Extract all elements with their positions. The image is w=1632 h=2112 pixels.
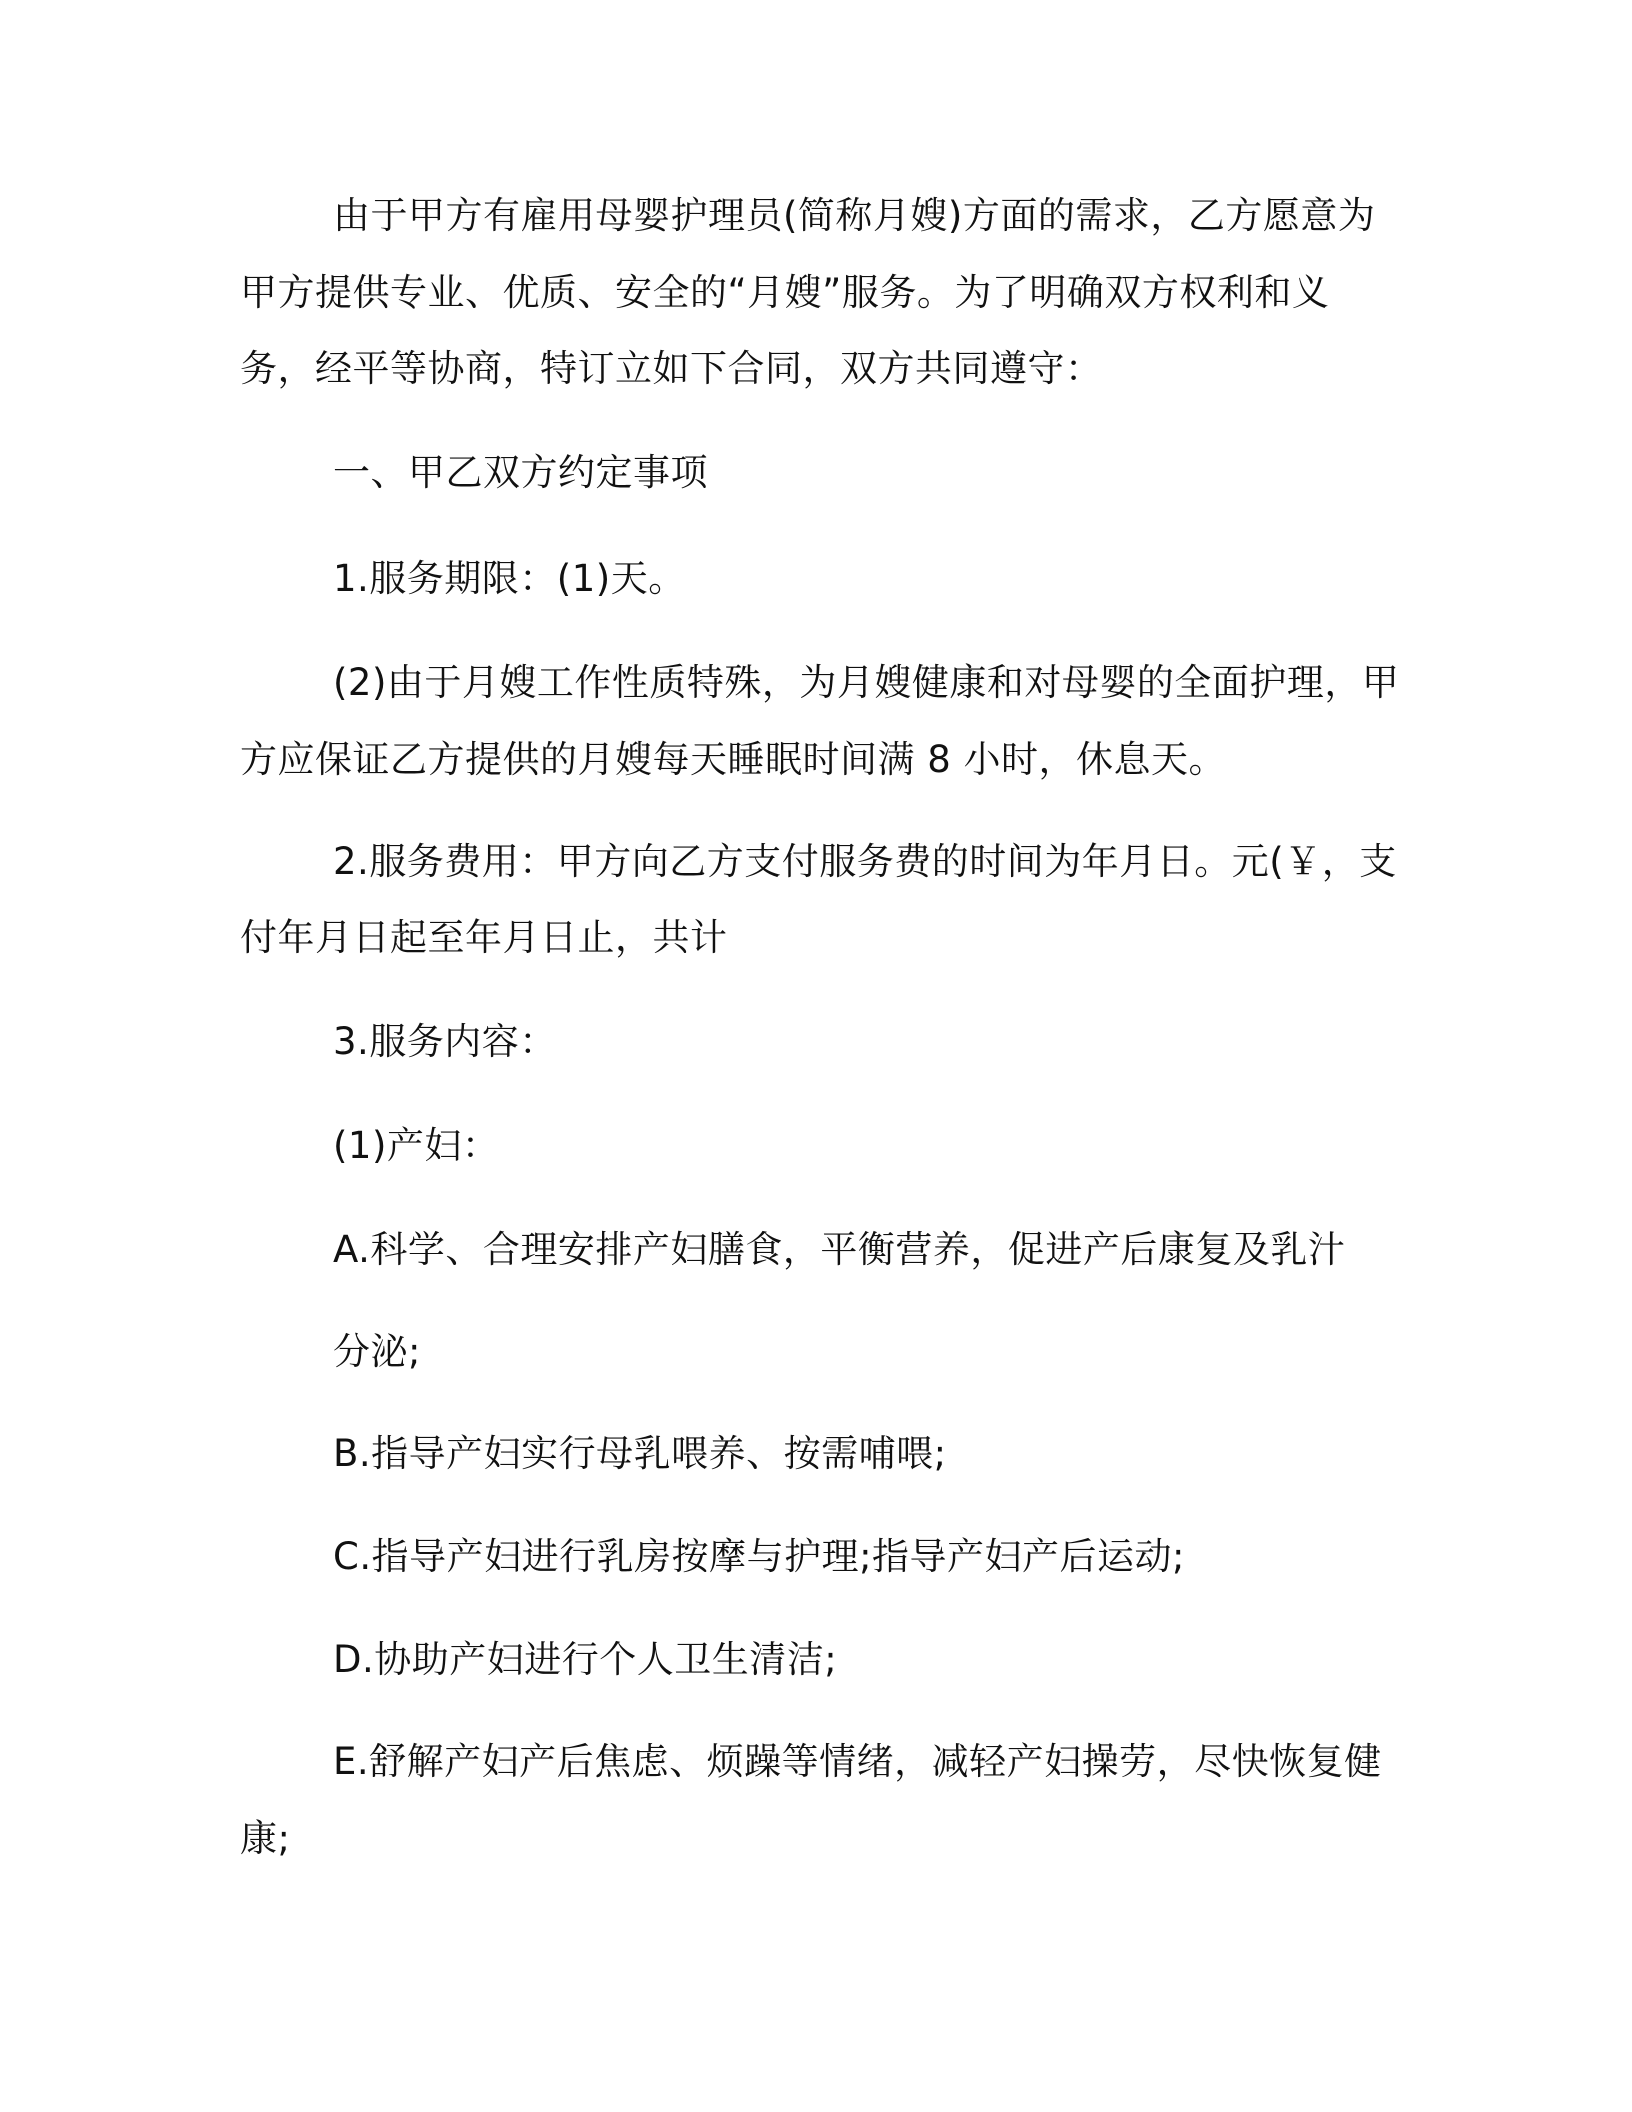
item-a: A.科学、合理安排产妇膳食，平衡营养，促进产后康复及乳汁 — [333, 1228, 1346, 1271]
item-2-fee-line-2: 付年月日起至年月日止，共计 — [240, 916, 728, 959]
preamble-line-2: 甲方提供专业、优质、安全的“月嫂”服务。为了明确双方权利和义 — [240, 271, 1330, 314]
item-a-continuation: 分泌; — [333, 1330, 421, 1373]
item-c: C.指导产妇进行乳房按摩与护理;指导产妇产后运动; — [333, 1535, 1186, 1578]
item-b: B.指导产妇实行母乳喂养、按需哺喂; — [333, 1432, 947, 1475]
preamble-line-3: 务，经平等协商，特订立如下合同，双方共同遵守： — [240, 347, 1103, 390]
item-3-sub-1: (1)产妇： — [333, 1124, 500, 1167]
item-1-sub-2-line-2: 方应保证乙方提供的月嫂每天睡眠时间满 8 小时，休息天。 — [240, 738, 1227, 781]
item-2-fee-line-1: 2.服务费用：甲方向乙方支付服务费的时间为年月日。元(￥，支 — [333, 840, 1397, 883]
preamble-line-1: 由于甲方有雇用母婴护理员(简称月嫂)方面的需求，乙方愿意为 — [333, 194, 1376, 237]
item-3-content: 3.服务内容： — [333, 1020, 557, 1063]
section-heading: 一、甲乙双方约定事项 — [333, 451, 708, 494]
item-1-sub-2-line-1: (2)由于月嫂工作性质特殊，为月嫂健康和对母婴的全面护理，甲 — [333, 661, 1400, 704]
item-d: D.协助产妇进行个人卫生清洁; — [333, 1638, 838, 1681]
item-e-line-1: E.舒解产妇产后焦虑、烦躁等情绪，减轻产妇操劳，尽快恢复健 — [333, 1740, 1382, 1783]
item-e-line-2: 康; — [240, 1817, 291, 1860]
item-1-term: 1.服务期限：(1)天。 — [333, 557, 686, 600]
